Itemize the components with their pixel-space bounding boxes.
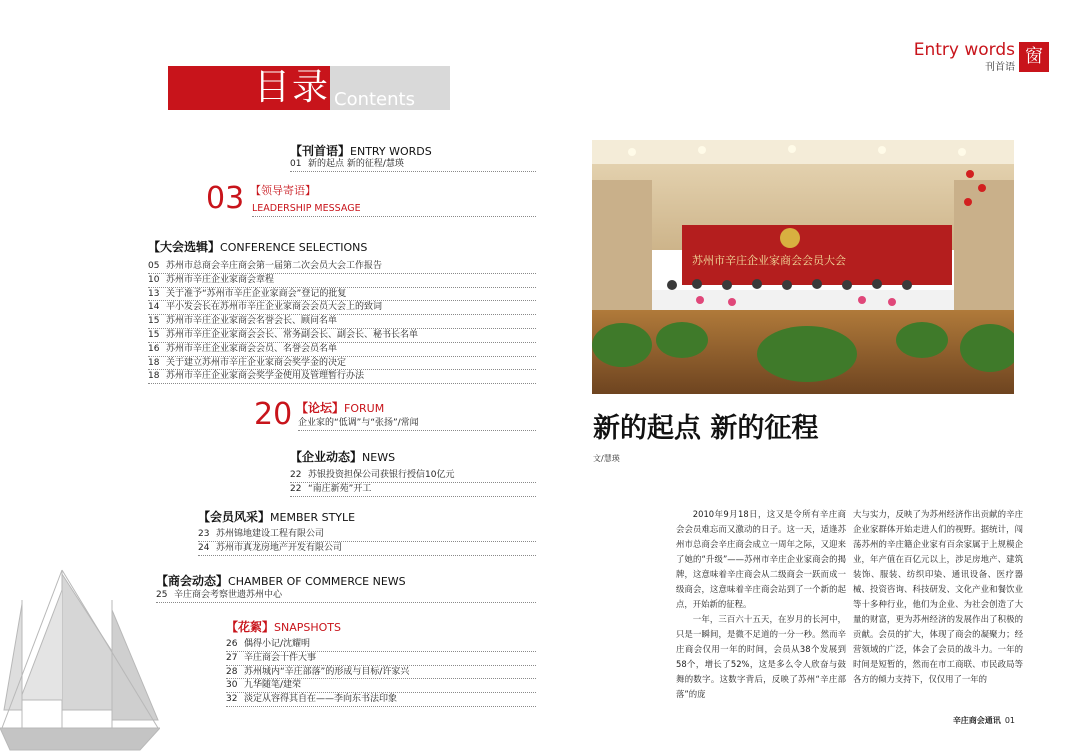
toc-item[interactable]: 23 苏州锦地建设工程有限公司 bbox=[198, 528, 536, 542]
toc-item[interactable]: 14 平小发会长在苏州市辛庄企业家商会会员大会上的致词 bbox=[148, 301, 536, 315]
seal-stamp: 窗 bbox=[1019, 42, 1049, 72]
sailboat-illustration bbox=[0, 560, 160, 754]
page-footer bbox=[953, 716, 1015, 726]
toc-section-forum[interactable]: 【论坛】FORUM bbox=[296, 401, 385, 415]
page-title: 目录 bbox=[254, 67, 331, 108]
toc-item[interactable]: 企业家的“低调”与“张扬”/常闻 bbox=[298, 417, 536, 431]
toc-item[interactable]: 24 苏州市真龙房地产开发有限公司 bbox=[198, 542, 536, 556]
article-paragraph: 一年，三百六十五天，在岁月的长河中，只是一瞬间，是微不足道的一分一秒。然而辛庄商会仅用一年的时间，会员从38个发展到58个，增长了52%，这是多么令人欣奋与鼓舞的数字。这数字背后，反映了苏州“辛庄部落”的庞 bbox=[676, 614, 846, 699]
toc-section-conference[interactable]: 【大会选辑】CONFERENCE SELECTIONS bbox=[148, 240, 368, 254]
toc-list-chamber-news bbox=[156, 589, 536, 603]
toc-number-leadership: 03 bbox=[206, 181, 245, 216]
footer-publication-name: 辛庄商会通讯 bbox=[952, 716, 1001, 725]
toc-item[interactable]: 28 苏州城内“辛庄部落”的形成与目标/许家兴 bbox=[226, 666, 536, 680]
toc-item[interactable]: 15 苏州市辛庄企业家商会会长、常务副会长、副会长、秘书长名单 bbox=[148, 329, 536, 343]
toc-section-snapshots[interactable]: 【花絮】SNAPSHOTS bbox=[226, 620, 341, 634]
toc-list-member-style bbox=[198, 528, 536, 556]
toc-item[interactable]: 16 苏州市辛庄企业家商会会员、名誉会员名单 bbox=[148, 343, 536, 357]
toc-item[interactable]: 15 苏州市辛庄企业家商会名誉会长、顾问名单 bbox=[148, 315, 536, 329]
article-paragraph: 大与实力，反映了为苏州经济作出贡献的辛庄企业家群体开始走进人们的视野。据统计，闯荡苏州的辛庄籍企业家有百余家属于上规模企业，年产值在百亿元以上，涉足房地产、建筑装饰、服装、纺织印染、通讯设备、医疗器械、投资咨询、科技研发、文化产业和餐饮业等十多种行业，他们为企业、为社会创造了大量的财富，更为苏州经济的发展作出了积极的贡献。会员的扩大，体现了商会的凝聚力；经营领域的广泛，体会了会员的战斗力。一年的时间是短暂的，然而在市工商联、市民政局等各方的倾力支持下，仅仅用了一年的 bbox=[853, 509, 1023, 684]
toc-item[interactable]: 30 九华随笔/建荣 bbox=[226, 679, 536, 693]
toc-item[interactable]: 10 苏州市辛庄企业家商会章程 bbox=[148, 274, 536, 288]
toc-item[interactable]: 18 关于建立苏州市辛庄企业家商会奖学金的决定 bbox=[148, 357, 536, 371]
toc-item[interactable]: 01 新的起点 新的征程/慧瑛 bbox=[290, 158, 536, 172]
conference-photo bbox=[592, 140, 1014, 394]
entry-words-heading: Entry words bbox=[913, 40, 1015, 60]
entry-words-heading-zh: 刊首语 bbox=[985, 62, 1015, 73]
toc-list-forum bbox=[298, 417, 536, 431]
article-column-1 bbox=[676, 507, 846, 702]
toc-list-news bbox=[290, 469, 536, 497]
toc-item[interactable]: 32 淡定从容得其自在——李向东书法印象 bbox=[226, 693, 536, 707]
toc-item[interactable]: 25 辛庄商会考察世遗苏州中心 bbox=[156, 589, 536, 603]
toc-section-chamber-news[interactable]: 【商会动态】CHAMBER OF COMMERCE NEWS bbox=[156, 574, 406, 588]
toc-section-member-style[interactable]: 【会员风采】MEMBER STYLE bbox=[198, 510, 356, 524]
toc-list-conference bbox=[148, 260, 536, 384]
toc-section-news[interactable]: 【企业动态】NEWS bbox=[290, 450, 396, 464]
toc-section-entry-words[interactable]: 【刊首语】ENTRY WORDS bbox=[290, 144, 432, 158]
toc-number-forum: 20 bbox=[254, 397, 293, 432]
footer-page-number: 01 bbox=[1004, 716, 1015, 725]
article-title: 新的起点 新的征程 bbox=[593, 413, 819, 444]
toc-item[interactable]: 18 苏州市辛庄企业家商会奖学金使用及管理暂行办法 bbox=[148, 370, 536, 384]
toc-section-leadership-zh[interactable]: 【领导寄语】 bbox=[250, 184, 316, 197]
article-author: 文/慧瑛 bbox=[593, 454, 620, 463]
photo-banner-text: 苏州市辛庄企业家商会会员大会 bbox=[692, 254, 846, 267]
toc-list-entry-words bbox=[290, 158, 536, 172]
toc-item[interactable]: 27 辛庄商会十件大事 bbox=[226, 652, 536, 666]
page-subtitle: Contents bbox=[334, 89, 415, 110]
toc-item[interactable]: 22 苏银投资担保公司获银行授信10亿元 bbox=[290, 469, 536, 483]
toc-item[interactable]: 26 偶得小记/沈耀明 bbox=[226, 638, 536, 652]
toc-section-leadership-en[interactable]: LEADERSHIP MESSAGE bbox=[252, 202, 536, 217]
toc-item[interactable]: 13 关于准予“苏州市辛庄企业家商会”登记的批复 bbox=[148, 288, 536, 302]
article-column-2 bbox=[853, 507, 1023, 687]
toc-item[interactable]: 05 苏州市总商会辛庄商会第一届第二次会员大会工作报告 bbox=[148, 260, 536, 274]
toc-item[interactable]: 22 “南庄新苑”开工 bbox=[290, 483, 536, 497]
toc-list-snapshots bbox=[226, 638, 536, 707]
article-paragraph: 2010年9月18日，这又是令所有辛庄商会会员难忘而又激动的日子。这一天，适逢苏州市总商会辛庄商会成立一周年之际，又迎来了她的“升级”——苏州市辛庄企业家商会的揭牌，这意味着辛庄商会从二级商会一跃而成一级商会，这意味着辛庄商会站到了一个新的起点，开始新的征程。 bbox=[676, 509, 846, 609]
